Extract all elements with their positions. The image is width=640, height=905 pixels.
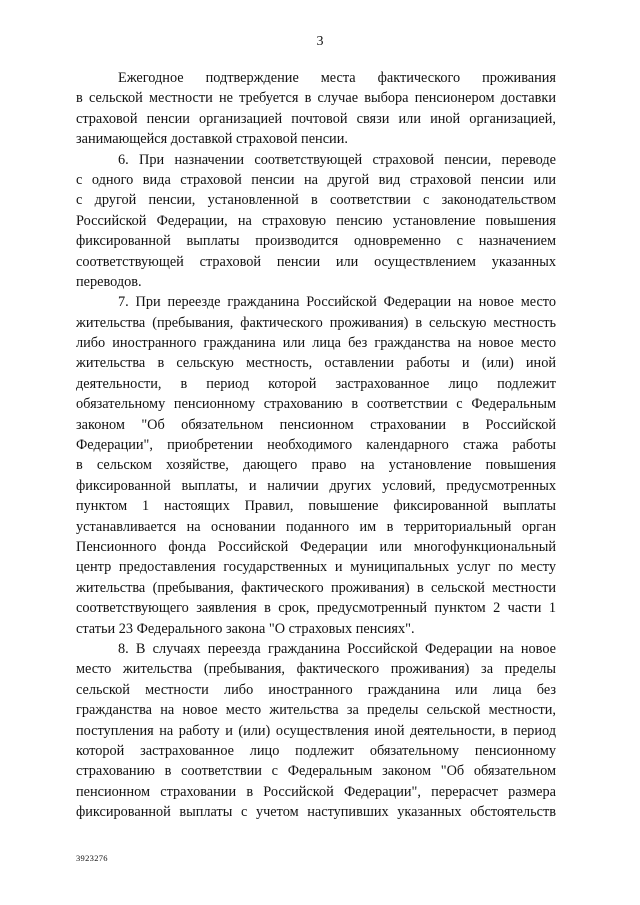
text-line: соответствующего заявления в срок, предусмотренный пунктом 2 части 1 [76, 600, 556, 617]
text-line: поступления на работу и (или) осуществления иной деятельности, в период [76, 722, 556, 739]
text-line: пунктом 1 настоящих Правил, повышение фиксированной выплаты [76, 498, 556, 515]
text-line: в сельском хозяйстве, дающего право на установление повышения [76, 457, 556, 474]
text-line: законом "Об обязательном пенсионном страховании в Российской [76, 416, 556, 433]
text-line: статьи 23 Федерального закона "О страховых пенсиях". [76, 620, 415, 637]
text-line: в сельской местности не требуется в случае выбора пенсионером доставки [76, 90, 556, 107]
text-line: фиксированной выплаты, и наличии других условий, предусмотренных [76, 477, 556, 494]
text-line: фиксированной выплаты с учетом наступивших указанных обстоятельств [76, 804, 556, 821]
text-line: 8. В случаях переезда гражданина Российской Федерации на новое [118, 640, 556, 657]
text-line: Ежегодное подтверждение места фактического проживания [118, 70, 556, 86]
text-line: с одного вида страховой пенсии на другой вид страховой пенсии или [76, 171, 556, 188]
text-line: переводов. [76, 273, 142, 290]
text-line: с другой пенсии, установленной в соответствии с законодательством [76, 192, 556, 209]
paragraph-item-6 [76, 150, 556, 293]
paragraph-item-7 [76, 292, 556, 639]
text-line: пенсионном страховании в Российской Федерации", перерасчет размера [76, 783, 556, 800]
text-line: Российской Федерации, на страховую пенсию установление повышения [76, 212, 556, 229]
text-line: 6. При назначении соответствующей страховой пенсии, переводе [118, 151, 556, 168]
text-line: либо иностранного гражданина или лица без гражданства на новое место [76, 335, 556, 352]
text-line: устанавливается на основании поданного им в территориальный орган [76, 518, 556, 535]
text-line: жительства в сельскую местность, оставлении работы и (или) иной [76, 355, 556, 372]
text-line: деятельности, в период которой застрахованное лицо подлежит [76, 375, 556, 392]
text-line: занимающейся доставкой страховой пенсии. [76, 131, 348, 148]
text-line: 7. При переезде гражданина Российской Федерации на новое место [118, 294, 556, 311]
document-code: 3923276 [76, 853, 108, 863]
document-body [76, 68, 556, 822]
paragraph-item-8 [76, 639, 556, 823]
text-line: центр предоставления государственных и муниципальных услуг по месту [76, 559, 556, 576]
text-line: жительства (пребывания, фактического проживания) в сельскую местность [76, 314, 556, 331]
text-line: Пенсионного фонда Российской Федерации или многофункциональный [76, 538, 556, 555]
text-line: фиксированной выплаты производится одновременно с назначением [76, 233, 556, 250]
text-line: обязательному пенсионному страхованию в соответствии с Федеральным [76, 396, 556, 413]
text-line: которой застрахованное лицо подлежит обязательному пенсионному [76, 742, 556, 759]
text-line: сельской местности либо иностранного гражданина или лица без [76, 681, 556, 698]
text-line: жительства (пребывания, фактического проживания) в сельской местности [76, 579, 556, 596]
text-line: соответствующей страховой пенсии или осуществлением указанных [76, 253, 556, 270]
page-number: 3 [316, 34, 324, 49]
text-line: Федерации", приобретении необходимого календарного стажа работы [76, 437, 556, 454]
paragraph-annual-confirmation [76, 68, 556, 150]
text-line: страхованию в соответствии с Федеральным законом "Об обязательном [76, 763, 556, 780]
text-line: гражданства на новое место жительства за пределы сельской местности, [76, 702, 556, 719]
text-line: место жительства (пребывания, фактического проживания) за пределы [76, 661, 556, 678]
text-line: страховой пенсии организацией почтовой связи или иной организацией, [76, 110, 556, 127]
